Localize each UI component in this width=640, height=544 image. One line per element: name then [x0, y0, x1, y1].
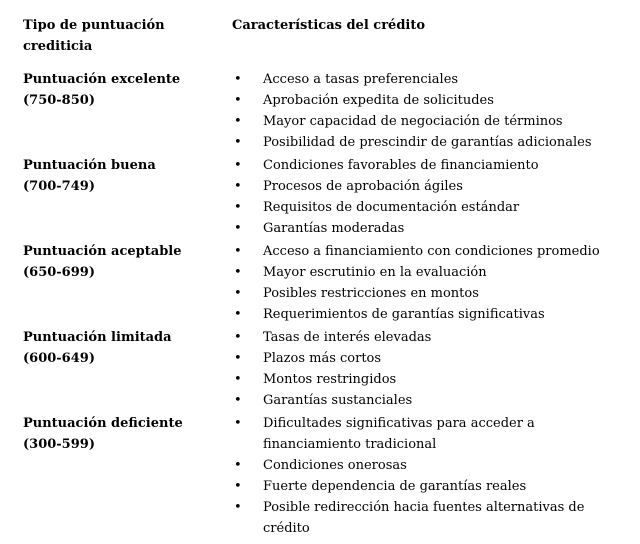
bullet-item — [232, 111, 624, 132]
bullet-item — [232, 155, 624, 176]
bullet-marker: • — [234, 221, 242, 236]
bullet-item — [232, 413, 624, 455]
bullet-text: Requerimientos de garantías significativas — [263, 307, 545, 322]
score-type-label: Puntuación buena — [23, 158, 156, 173]
score-type-label: Puntuación excelente — [23, 72, 181, 87]
score-type-label: Puntuación aceptable — [23, 244, 182, 259]
score-range-label: (300-599) — [23, 437, 95, 452]
bullet-item — [232, 348, 624, 369]
bullet-text: Condiciones onerosas — [263, 458, 407, 473]
column-header-characteristics: Características del crédito — [232, 18, 426, 33]
score-range-label: (650-699) — [23, 265, 95, 280]
bullet-text: Dificultades significativas para acceder a financiamiento tradicional — [263, 416, 535, 452]
bullet-text: Acceso a tasas preferenciales — [263, 72, 459, 87]
bullet-item — [232, 455, 624, 476]
bullet-item — [232, 304, 624, 325]
table-row-aceptable — [23, 241, 624, 325]
bullet-text: Condiciones favorables de financiamiento — [263, 158, 539, 173]
characteristics-cell — [232, 155, 624, 239]
bullet-item — [232, 69, 624, 90]
score-type-cell — [23, 69, 232, 153]
bullet-item — [232, 176, 624, 197]
bullet-item — [232, 241, 624, 262]
bullet-marker: • — [234, 135, 242, 150]
bullet-item — [232, 132, 624, 153]
bullet-text: Tasas de interés elevadas — [263, 330, 432, 345]
table-row-buena — [23, 155, 624, 239]
bullet-marker: • — [234, 393, 242, 408]
bullet-item — [232, 90, 624, 111]
table-row-excelente — [23, 69, 624, 153]
bullet-marker: • — [234, 330, 242, 345]
characteristics-cell — [232, 241, 624, 325]
table-row-deficiente — [23, 413, 624, 539]
bullet-marker: • — [234, 351, 242, 366]
bullet-marker: • — [234, 307, 242, 322]
bullet-item — [232, 390, 624, 411]
bullet-text: Procesos de aprobación ágiles — [263, 179, 463, 194]
bullet-text: Mayor escrutinio en la evaluación — [263, 265, 487, 280]
bullet-marker: • — [234, 479, 242, 494]
bullet-marker: • — [234, 244, 242, 259]
bullet-item — [232, 197, 624, 218]
bullet-text: Montos restringidos — [263, 372, 397, 387]
header-cell-characteristics — [232, 15, 624, 57]
bullet-item — [232, 497, 624, 539]
score-range-label: (600-649) — [23, 351, 95, 366]
bullet-text: Posibilidad de prescindir de garantías adicionales — [263, 135, 592, 150]
bullet-text: Aprobación expedita de solicitudes — [263, 93, 494, 108]
bullet-marker: • — [234, 179, 242, 194]
bullet-marker: • — [234, 372, 242, 387]
bullet-marker: • — [234, 458, 242, 473]
table-header-row — [23, 15, 624, 57]
bullet-item — [232, 476, 624, 497]
bullet-text: Requisitos de documentación estándar — [263, 200, 520, 215]
bullet-text: Plazos más cortos — [263, 351, 382, 366]
bullet-item — [232, 262, 624, 283]
bullet-marker: • — [234, 286, 242, 301]
bullet-text: Fuerte dependencia de garantías reales — [263, 479, 527, 494]
bullet-text: Mayor capacidad de negociación de términos — [263, 114, 563, 129]
bullet-marker: • — [234, 114, 242, 129]
bullet-text: Garantías sustanciales — [263, 393, 413, 408]
bullet-marker: • — [234, 265, 242, 280]
header-cell-score-type — [23, 15, 232, 57]
score-type-label: Puntuación deficiente — [23, 416, 183, 431]
column-header-score-type: Tipo de puntuación crediticia — [23, 18, 165, 54]
bullet-marker: • — [234, 416, 242, 431]
score-range-label: (750-850) — [23, 93, 95, 108]
score-type-cell — [23, 155, 232, 239]
table-row-limitada — [23, 327, 624, 411]
bullet-text: Posible redirección hacia fuentes alternativas de crédito — [263, 500, 585, 536]
bullet-text: Acceso a financiamiento con condiciones promedio — [263, 244, 600, 259]
characteristics-cell — [232, 327, 624, 411]
bullet-item — [232, 283, 624, 304]
bullet-item — [232, 218, 624, 239]
score-range-label: (700-749) — [23, 179, 95, 194]
bullet-item — [232, 369, 624, 390]
bullet-marker: • — [234, 72, 242, 87]
score-type-label: Puntuación limitada — [23, 330, 172, 345]
bullet-marker: • — [234, 93, 242, 108]
bullet-marker: • — [234, 158, 242, 173]
characteristics-cell — [232, 413, 624, 539]
bullet-text: Posibles restricciones en montos — [263, 286, 479, 301]
bullet-marker: • — [234, 200, 242, 215]
score-type-cell — [23, 241, 232, 325]
bullet-text: Garantías moderadas — [263, 221, 405, 236]
bullet-item — [232, 327, 624, 348]
bullet-marker: • — [234, 500, 242, 515]
score-type-cell — [23, 327, 232, 411]
characteristics-cell — [232, 69, 624, 153]
score-type-cell — [23, 413, 232, 539]
